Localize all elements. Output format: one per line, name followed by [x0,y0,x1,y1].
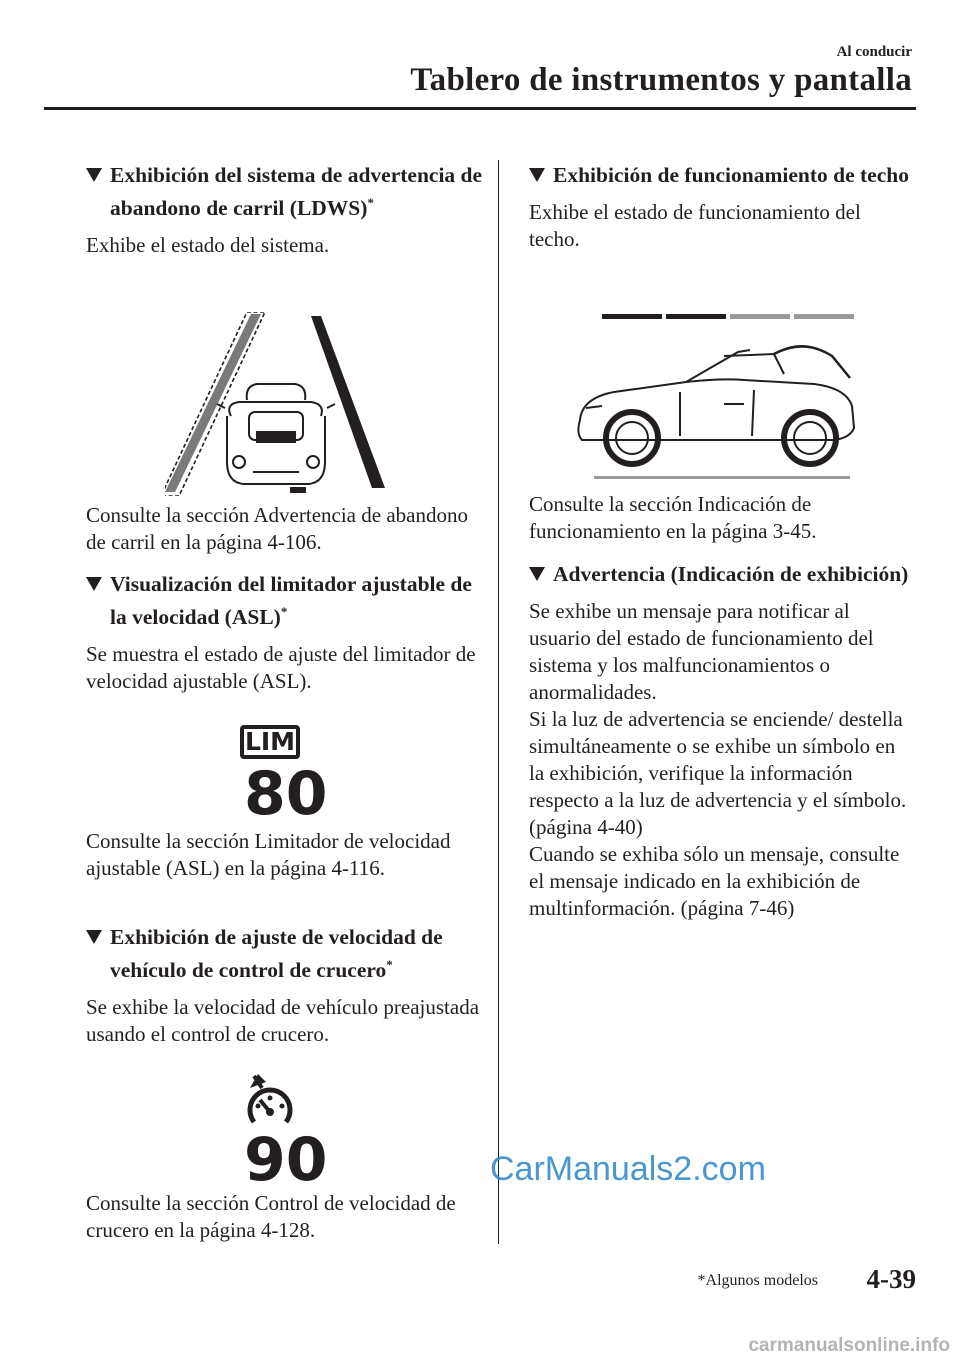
section-body-ldws: Exhibe el estado del sistema. [86,233,330,258]
header-rule [44,107,916,110]
section-body-warning: Se exhibe un mensaje para notificar al usuario del estado de funcionamiento del sistema y los malfuncionamientos o anormalidades. [529,599,874,704]
section-asl [86,571,486,695]
watermark-bottom: carmanualsonline.info [748,1335,950,1356]
ground-line [594,476,850,479]
section-body-asl: Se muestra el estado de ajuste del limitador de velocidad ajustable (ASL). [86,642,476,694]
section-ldws [86,162,486,259]
roof-progress-bars [602,314,854,319]
page-number: 4-39 [866,1264,916,1294]
car-rear-icon [217,384,335,492]
section-heading-ldws: Exhibición del sistema de advertencia de abandono de carril (LDWS)* [86,162,486,222]
reference-asl: Consulte la sección Limitador de velocidad ajustable (ASL) en la página 4-116. [86,829,451,880]
section-warning [529,561,909,922]
optional-mark: * [280,604,288,619]
column-divider [498,160,499,1244]
optional-mark: * [386,957,393,972]
chapter-label: Al conducir [836,44,912,60]
triangle-bullet-icon [86,577,102,591]
triangle-bullet-icon [86,930,102,944]
reference-roof: Consulte la sección Indicación de funcionamiento en la página 3-45. [529,492,817,543]
section-body-cruise: Se exhibe la velocidad de vehículo preajustada usando el control de crucero. [86,995,480,1047]
cruise-speed-value: 90 [244,1125,328,1195]
section-heading-cruise: Exhibición de ajuste de velocidad de vehículo de control de crucero* [86,924,486,984]
page-title: Tablero de instrumentos y pantalla [410,62,912,98]
section-roof [529,162,909,253]
triangle-bullet-icon [529,168,545,182]
footnote: *Algunos modelos [697,1272,818,1289]
section-body-roof: Exhibe el estado de funcionamiento del techo. [529,200,861,251]
section-body-warning-3: Cuando se exhiba sólo un mensaje, consulte el mensaje indicado en la exhibición de multinformación. (página 7-46) [529,842,900,920]
reference-cruise: Consulte la sección Control de velocidad de crucero en la página 4-128. [86,1191,456,1242]
section-heading-warning: Advertencia (Indicación de exhibición) [529,561,909,588]
lim-badge: LIM [240,725,300,759]
section-heading-asl: Visualización del limitador ajustable de la velocidad (ASL)* [86,571,486,631]
triangle-bullet-icon [86,168,102,182]
limit-speed-value: 80 [244,759,328,829]
watermark-top: CarManuals2.com [490,1150,766,1188]
lane-departure-car-figure [165,312,387,496]
triangle-bullet-icon [529,567,545,581]
reference-ldws: Consulte la sección Advertencia de abandono de carril en la página 4-106. [86,503,468,554]
convertible-car-icon [578,346,854,464]
right-lane-line [311,316,385,488]
optional-mark: * [367,195,374,210]
cruise-control-icon [244,1072,296,1132]
roof-operation-figure [574,310,860,486]
section-cruise [86,924,486,1048]
section-heading-roof: Exhibición de funcionamiento de techo [529,162,909,189]
section-body-warning-2: Si la luz de advertencia se enciende/ destella simultáneamente o se exhibe un símbolo en la exhibición, verifique la información respecto a la luz de advertencia y el símbolo. (página 4-40) [529,707,907,839]
